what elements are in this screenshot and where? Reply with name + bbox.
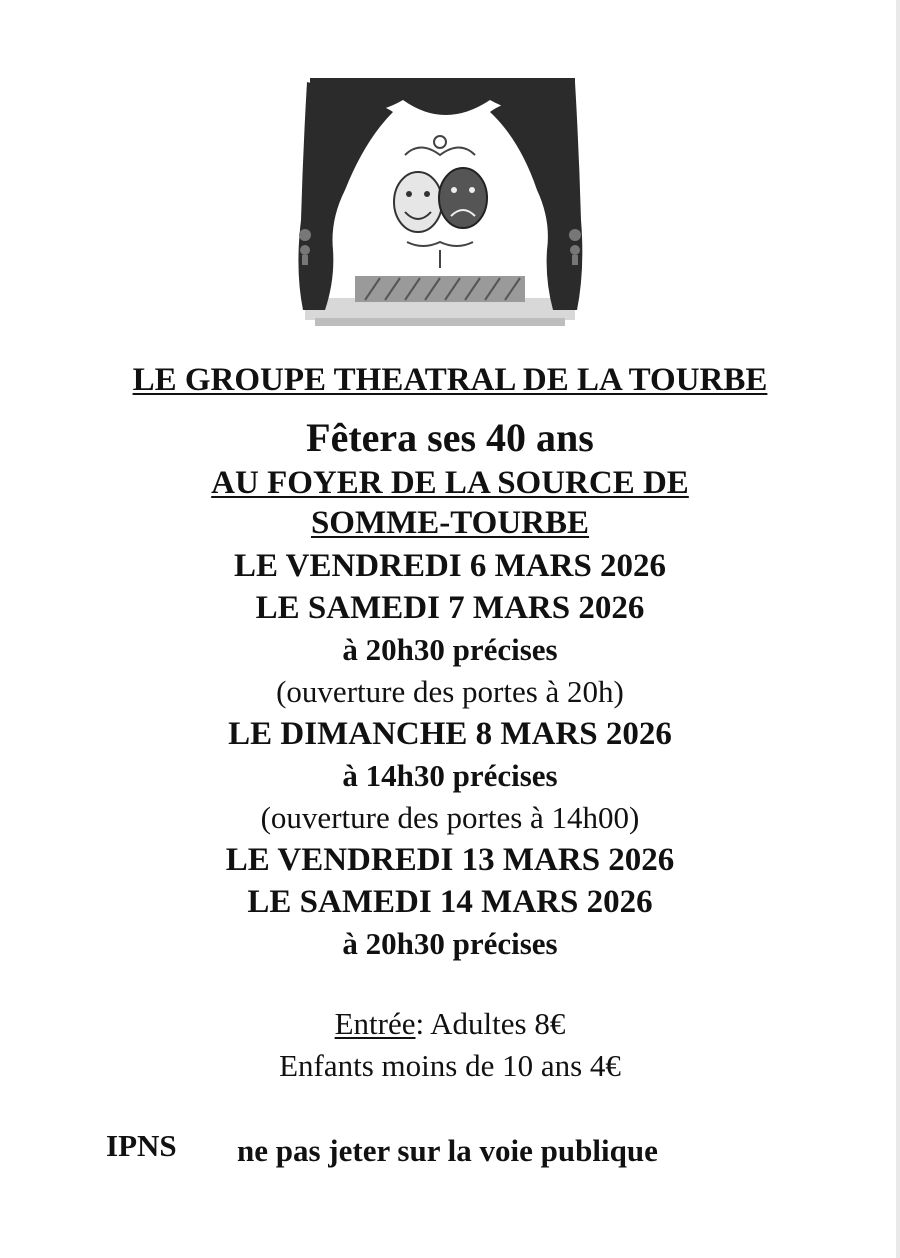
stage-floor (305, 276, 575, 326)
entry-prices-adults (0, 1006, 900, 1042)
adult-price: : Adultes 8€ (415, 1006, 566, 1041)
date-line: LE DIMANCHE 8 MARS 2026 (228, 716, 672, 752)
entry-label: Entrée (334, 1006, 416, 1041)
venue-line-2: SOMME-TOURBE (310, 505, 590, 541)
date-line: LE SAMEDI 14 MARS 2026 (247, 884, 653, 920)
time-line: à 20h30 précises (342, 926, 558, 961)
comedy-mask-icon (394, 172, 442, 232)
left-curtain (298, 82, 393, 310)
date-line: LE VENDREDI 13 MARS 2026 (225, 842, 675, 878)
time-line: à 14h30 précises (342, 758, 558, 793)
time-line: à 20h30 précises (342, 632, 558, 667)
group-name-heading: LE GROUPE THEATRAL DE LA TOURBE (132, 362, 768, 398)
entry-prices-children: Enfants moins de 10 ans 4€ (279, 1048, 621, 1083)
anniversary-headline: Fêtera ses 40 ans (306, 415, 594, 460)
ornament-bottom (407, 242, 473, 246)
date-line: LE SAMEDI 7 MARS 2026 (255, 590, 645, 626)
ipns-label: IPNS (106, 1128, 177, 1163)
date-line: LE VENDREDI 6 MARS 2026 (233, 548, 667, 584)
theater-stage-illustration (285, 70, 595, 332)
scan-edge-shadow (896, 0, 900, 1258)
doors-opening-line: (ouverture des portes à 14h00) (260, 800, 640, 835)
doors-opening-line: (ouverture des portes à 20h) (276, 674, 624, 709)
venue-line-1: AU FOYER DE LA SOURCE DE (211, 465, 689, 501)
disposal-notice: ne pas jeter sur la voie publique (237, 1133, 658, 1168)
tragedy-mask-icon (439, 168, 487, 228)
right-curtain (490, 82, 582, 310)
